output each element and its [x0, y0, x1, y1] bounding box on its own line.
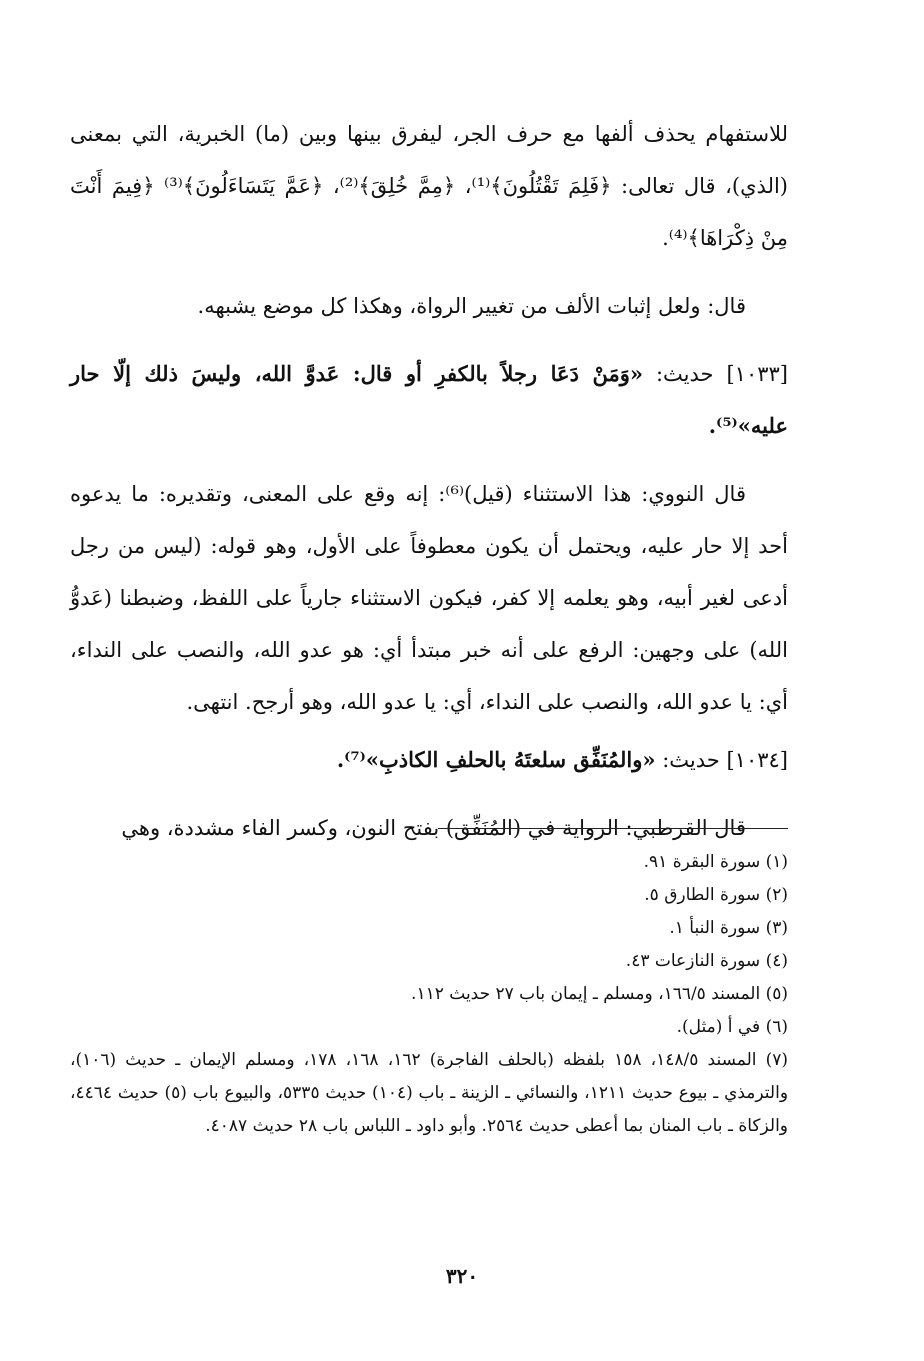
hadith-text: «والمُنَفِّق سلعتَهُ بالحلفِ الكاذبِ»⁽⁷⁾. — [336, 747, 656, 772]
footnote-divider — [438, 828, 788, 829]
paragraph-nawawi: قال النووي: هذا الاستثناء (قيل)⁽⁶⁾: إنه وقع على المعنى، وتقديره: ما يدعوه أحد إلا حار عليه، ويحتمل أن يكون معطوفاً على الأول، وهو قوله: (ليس من رجل أدعى لغير أبيه، وهو يعلمه إلا كفر، فيكون الاستثناء جارياً على اللفظ، وضبطنا (عَدوُّ الله) على وجهين: الرفع على أنه خبر مبتدأ أي: هو عدو الله، والنصب على النداء، أي: يا عدو الله، والنصب على النداء، أي: يا عدو الله، وهو أرجح. انتهى. — [70, 482, 788, 714]
footnotes — [70, 846, 788, 1143]
hadith-label: حديث: — [662, 748, 720, 772]
hadith-1033 — [70, 348, 788, 452]
footnote-3: (٣) سورة النبأ ١. — [669, 918, 788, 938]
paragraph-qurtubi: قال القرطبي: الرواية في (المُنَفِّق) بفتح النون، وكسر الفاء مشددة، وهي — [121, 816, 746, 840]
footnote-2: (٢) سورة الطارق ٥. — [644, 885, 788, 905]
page-number: ٣٢٠ — [445, 1264, 479, 1288]
main-text — [70, 108, 788, 854]
footnote-1: (١) سورة البقرة ٩١. — [643, 852, 788, 872]
paragraph-qala-ithbat: قال: ولعل إثبات الألف من تغيير الرواة، وهكذا كل موضع يشبهه. — [197, 294, 746, 318]
hadith-number: [١٠٣٣] — [726, 362, 788, 386]
footnote-7: (٧) المسند ١٤٨/٥، ١٥٨ بلفظه (بالحلف الفاجرة) ١٦٢، ١٦٨، ١٧٨، ومسلم الإيمان ـ حديث (١٠٦)، والترمذي ـ بيوع حديث ١٢١١، والنسائي ـ الزينة ـ باب (١٠٤) حديث ٥٣٣٥، والبيوع باب (٥) حديث ٤٤٦٤، والزكاة ـ باب المنان بما أعطى حديث ٢٥٦٤. وأبو داود ـ اللباس باب ٢٨ حديث ٤٠٨٧. — [70, 1050, 789, 1136]
footnote-6: (٦) في أ (مثل). — [676, 1017, 788, 1037]
paragraph-interrogative-ma: للاستفهام يحذف ألفها مع حرف الجر، ليفرق بينها وبين (ما) الخبرية، التي بمعنى (الذي)، قال تعالى: ﴿فَلِمَ تَقْتُلُونَ﴾⁽¹⁾، ﴿مِمَّ خُلِقَ﴾⁽²⁾، ﴿عَمَّ يَتَسَاءَلُونَ﴾⁽³⁾ ﴿فِيمَ أَنْتَ مِنْ ذِكْرَاهَا﴾⁽⁴⁾. — [70, 122, 788, 250]
hadith-number: [١٠٣٤] — [726, 748, 788, 772]
footnote-4: (٤) سورة النازعات ٤٣. — [625, 951, 788, 971]
hadith-label: حديث: — [655, 362, 714, 386]
hadith-1034 — [70, 734, 788, 786]
footnote-5: (٥) المسند ١٦٦/٥، ومسلم ـ إيمان باب ٢٧ حديث ١١٢. — [411, 984, 788, 1004]
hadith-text: «وَمَنْ دَعَا رجلاً بالكفرِ أو قال: عَدوَّ الله، وليسَ ذلك إلّا حار عليه»⁽⁵⁾. — [70, 361, 788, 438]
